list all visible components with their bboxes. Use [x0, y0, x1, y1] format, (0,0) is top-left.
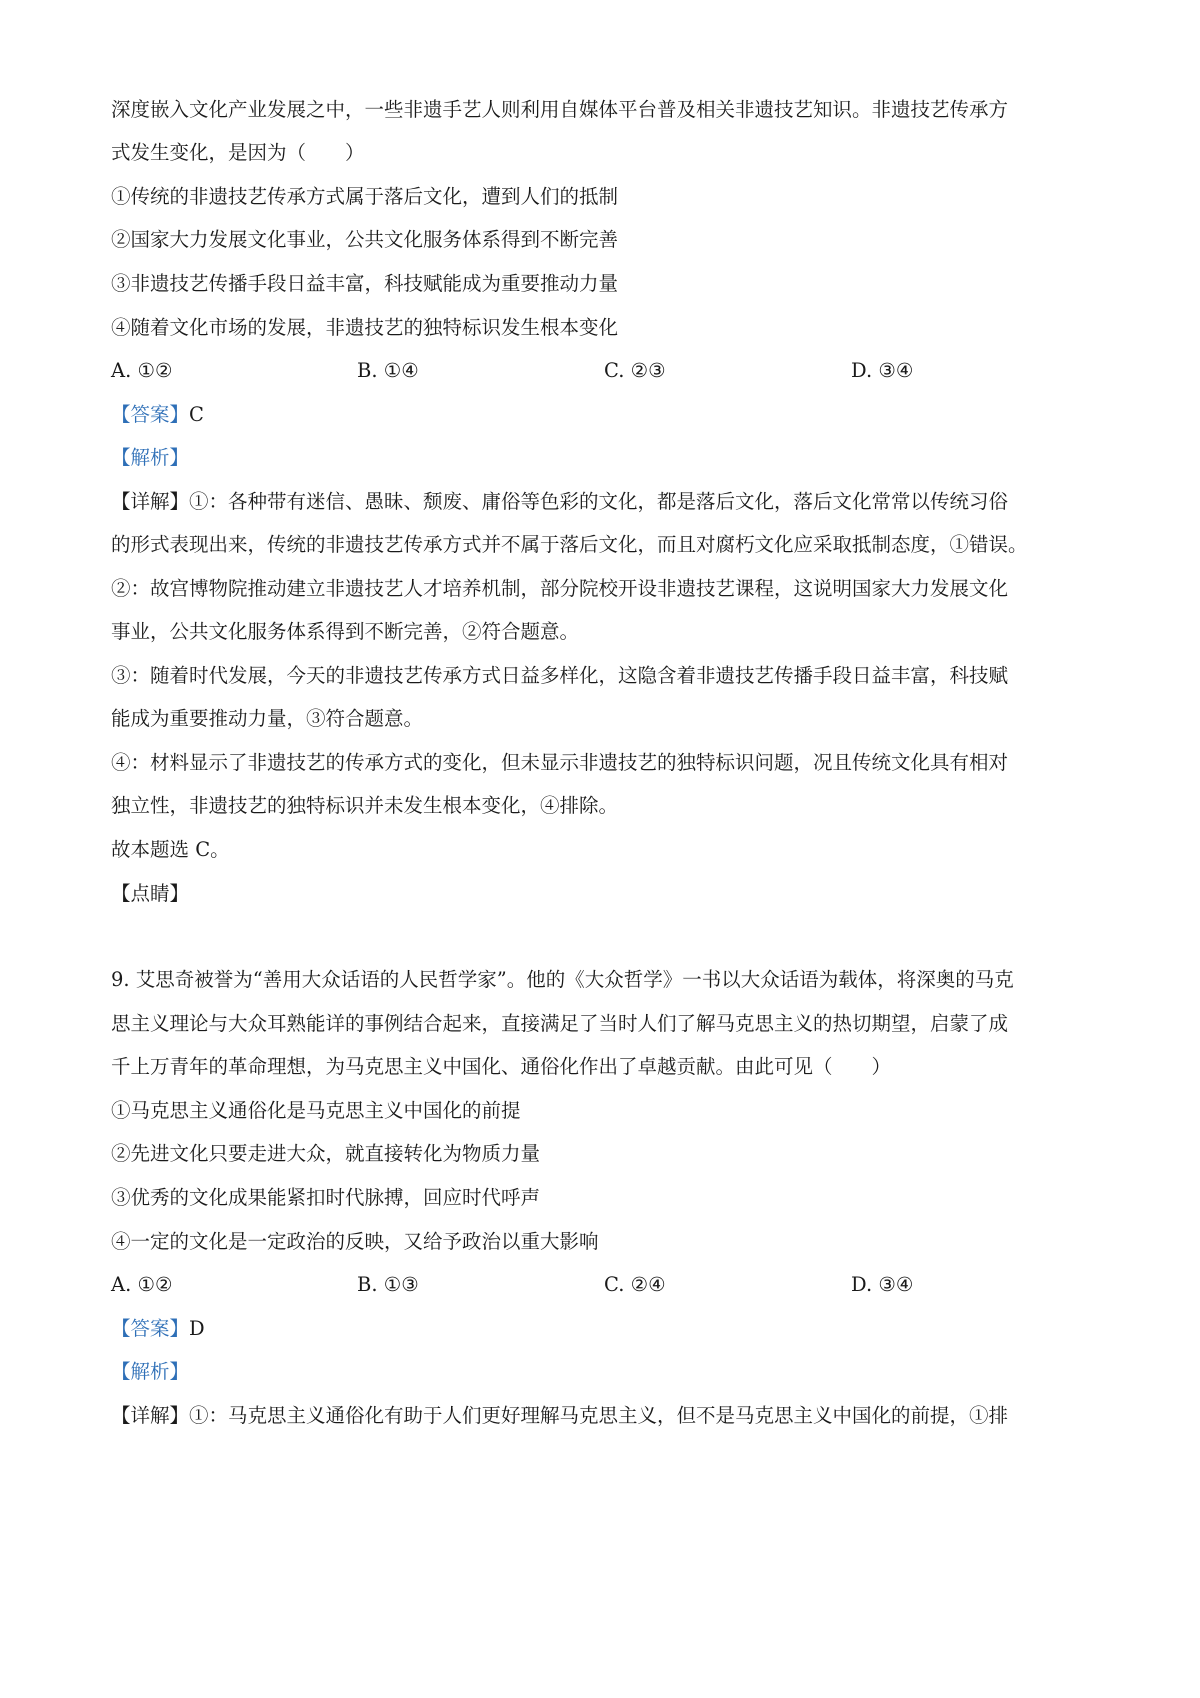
q8-point-tag: 【点睛】 — [111, 882, 190, 905]
q8-detail-line-7: ④：材料显示了非遗技艺的传承方式的变化，但未显示非遗技艺的独特标识问题，况且传统文化具有相对 — [111, 751, 1009, 774]
q9-statement-2: ②先进文化只要走进大众，就直接转化为物质力量 — [111, 1142, 541, 1165]
q9-statement-4: ④一定的文化是一定政治的反映，又给予政治以重大影响 — [111, 1230, 599, 1253]
detail-text: ①：各种带有迷信、愚昧、颓废、庸俗等色彩的文化，都是落后文化，落后文化常常以传统习俗 — [189, 490, 1009, 513]
detail-tag: 【详解】 — [111, 1404, 190, 1427]
q8-statement-1: ①传统的非遗技艺传承方式属于落后文化，遭到人们的抵制 — [111, 185, 619, 208]
q8-stem-line-2: 式发生变化，是因为（ ） — [111, 141, 365, 164]
detail-text: ①：马克思主义通俗化有助于人们更好理解马克思主义，但不是马克思主义中国化的前提，①排 — [189, 1404, 1009, 1427]
answer-value: C — [189, 403, 204, 426]
q8-answer — [111, 401, 204, 429]
q8-option-b: B. ①④ — [357, 359, 419, 382]
q8-stem-line-1: 深度嵌入文化产业发展之中，一些非遗手艺人则利用自媒体平台普及相关非遗技艺知识。非遗技艺传承方 — [111, 98, 1009, 121]
q9-stem-line-2: 思主义理论与大众耳熟能详的事例结合起来，直接满足了当时人们了解马克思主义的热切期望，启蒙了成 — [111, 1012, 1009, 1035]
q9-option-b: B. ①③ — [357, 1273, 419, 1296]
q8-statement-4: ④随着文化市场的发展，非遗技艺的独特标识发生根本变化 — [111, 316, 619, 339]
detail-tag: 【详解】 — [111, 490, 190, 513]
answer-tag: 【答案】 — [111, 1317, 190, 1340]
q9-option-c: C. ②④ — [604, 1273, 666, 1296]
answer-value: D — [189, 1317, 205, 1340]
q8-option-a: A. ①② — [111, 359, 173, 382]
q8-statement-2: ②国家大力发展文化事业，公共文化服务体系得到不断完善 — [111, 228, 619, 251]
q9-statement-1: ①马克思主义通俗化是马克思主义中国化的前提 — [111, 1099, 521, 1122]
q8-detail-line-1 — [111, 488, 1008, 516]
q8-statement-3: ③非遗技艺传播手段日益丰富，科技赋能成为重要推动力量 — [111, 272, 619, 295]
q8-option-d: D. ③④ — [851, 359, 914, 382]
q9-answer — [111, 1315, 205, 1343]
q8-detail-line-2: 的形式表现出来，传统的非遗技艺传承方式并不属于落后文化，而且对腐朽文化应采取抵制态度，①错误。 — [111, 533, 1028, 556]
q9-option-d: D. ③④ — [851, 1273, 914, 1296]
q9-detail-line-1 — [111, 1402, 1008, 1430]
q9-option-a: A. ①② — [111, 1273, 173, 1296]
answer-tag: 【答案】 — [111, 403, 190, 426]
q9-stem-line-3: 千上万青年的革命理想，为马克思主义中国化、通俗化作出了卓越贡献。由此可见（ ） — [111, 1055, 892, 1078]
q8-detail-line-3: ②：故宫博物院推动建立非遗技艺人才培养机制，部分院校开设非遗技艺课程，这说明国家大力发展文化 — [111, 577, 1009, 600]
q8-analysis-tag: 【解析】 — [111, 446, 190, 469]
q8-detail-line-4: 事业，公共文化服务体系得到不断完善，②符合题意。 — [111, 620, 580, 643]
q8-detail-line-8: 独立性，非遗技艺的独特标识并未发生根本变化，④排除。 — [111, 794, 619, 817]
q8-detail-line-9: 故本题选 C。 — [111, 838, 230, 861]
q8-detail-line-5: ③：随着时代发展，今天的非遗技艺传承方式日益多样化，这隐含着非遗技艺传播手段日益丰富，科技赋 — [111, 664, 1009, 687]
q8-option-c: C. ②③ — [604, 359, 666, 382]
q8-detail-line-6: 能成为重要推动力量，③符合题意。 — [111, 707, 424, 730]
q9-statement-3: ③优秀的文化成果能紧扣时代脉搏，回应时代呼声 — [111, 1186, 541, 1209]
q9-stem-line-1: 9. 艾思奇被誉为“善用大众话语的人民哲学家”。他的《大众哲学》一书以大众话语为载体，将深奥的马克 — [111, 968, 1014, 991]
q9-analysis-tag: 【解析】 — [111, 1360, 190, 1383]
